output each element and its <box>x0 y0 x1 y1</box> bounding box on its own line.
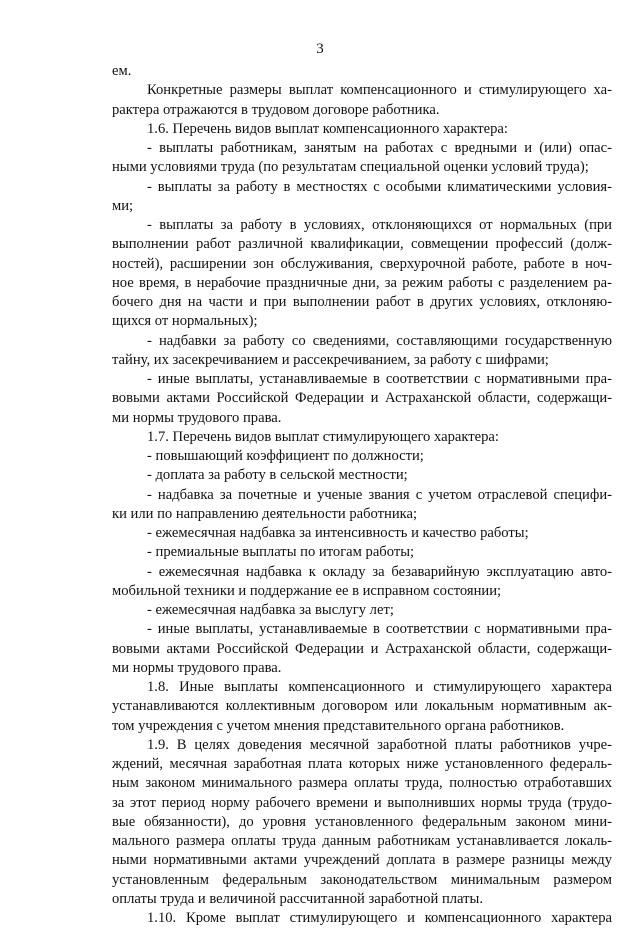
text-line: ждений, месячная заработная плата которых ниже установленного федераль- <box>112 756 612 772</box>
text-line: 1.9. В целях доведения месячной заработной платы работников учре- <box>147 736 612 753</box>
text-line: за этот период норму рабочего времени и выполнивших нормы труда (трудо- <box>112 794 612 811</box>
text-line: - иные выплаты, устанавливаемые в соответствии с нормативными пра- <box>147 371 612 387</box>
text-line: установленным федеральным законодательством минимальным размером <box>112 871 612 888</box>
text-line: щихся от нормальных); <box>112 313 258 330</box>
text-line: 1.10. Кроме выплат стимулирующего и компенсационного характера <box>147 910 612 926</box>
text-line: ностей), расширении зон обслуживания, сверхурочной работе, работе в ноч- <box>112 255 612 272</box>
text-line: мального размера оплаты труда данным работникам устанавливается локаль- <box>112 833 612 849</box>
document-body <box>112 62 612 928</box>
text-line: ки или по направлению деятельности работника; <box>112 505 418 522</box>
text-line: - ежемесячная надбавка за интенсивность и качество работы; <box>147 525 529 541</box>
text-line: - доплата за работу в сельской местности; <box>147 467 408 484</box>
text-line: оплаты труда и величиной рассчитанной заработной платы. <box>112 890 483 907</box>
text-line: ными условиями труда (по результатам специальной оценки условий труда); <box>112 159 589 176</box>
page-number: 3 <box>316 41 324 57</box>
text-line: ми нормы трудового права. <box>112 409 282 426</box>
text-line: устанавливаются коллективным договором или локальным нормативным ак- <box>112 698 612 715</box>
text-line: - ежемесячная надбавка за выслугу лет; <box>147 602 394 618</box>
text-line: вовыми актами Российской Федерации и Астраханской области, содержащи- <box>112 390 612 407</box>
text-line: вовыми актами Российской Федерации и Астраханской области, содержащи- <box>112 640 612 657</box>
text-line: 1.8. Иные выплаты компенсационного и стимулирующего характера <box>147 679 612 695</box>
text-line: мобильной техники и поддержание ее в исправном состоянии; <box>112 582 502 599</box>
text-line: ным законом минимального размера оплаты труда, полностью отработавших <box>112 775 612 792</box>
text-line: рактера отражаются в трудовом договоре работника. <box>112 101 440 118</box>
text-line: ное время, в нерабочие праздничные дни, за режим работы с разделением ра- <box>112 274 612 291</box>
text-line: ми нормы трудового права. <box>112 659 282 676</box>
text-line: - ежемесячная надбавка к окладу за безаварийную эксплуатацию авто- <box>147 563 612 580</box>
text-line: - выплаты работникам, занятым на работах с вредными и (или) опас- <box>147 140 612 156</box>
text-line: - премиальные выплаты по итогам работы; <box>147 544 415 561</box>
text-line: - выплаты за работу в местностях с особыми климатическими условия- <box>147 178 612 195</box>
text-line: - надбавки за работу со сведениями, составляющими государственную <box>147 332 612 349</box>
text-line: - выплаты за работу в условиях, отклоняющихся от нормальных (при <box>147 217 612 233</box>
text-line: выполнении работ различной квалификации, совмещении профессий (долж- <box>112 236 612 253</box>
text-line: 1.7. Перечень видов выплат стимулирующего характера: <box>147 428 499 445</box>
text-line: ными нормативными актами учреждений доплата в размере разницы между <box>112 852 612 869</box>
text-line: Конкретные размеры выплат компенсационного и стимулирующего ха- <box>147 82 612 99</box>
text-line: - повышающий коэффициент по должности; <box>147 448 424 464</box>
text-line: 1.6. Перечень видов выплат компенсационного характера: <box>147 120 508 137</box>
text-line: тайну, их засекречиванием и рассекречиванием, за работу с шифрами; <box>112 351 549 368</box>
text-line: - надбавка за почетные и ученые звания с учетом отраслевой специфи- <box>147 486 612 503</box>
text-line: ем. <box>112 63 132 79</box>
text-line: том учреждения с учетом мнения представительного органа работников. <box>112 717 565 734</box>
text-line: бочего дня на части и при выполнении работ в других условиях, отклоняю- <box>112 294 612 310</box>
text-line: вые обязанности), до уровня установленного федеральным законом мини- <box>112 813 612 830</box>
text-line: - иные выплаты, устанавливаемые в соответствии с нормативными пра- <box>147 621 612 638</box>
text-line: ми; <box>112 197 134 214</box>
